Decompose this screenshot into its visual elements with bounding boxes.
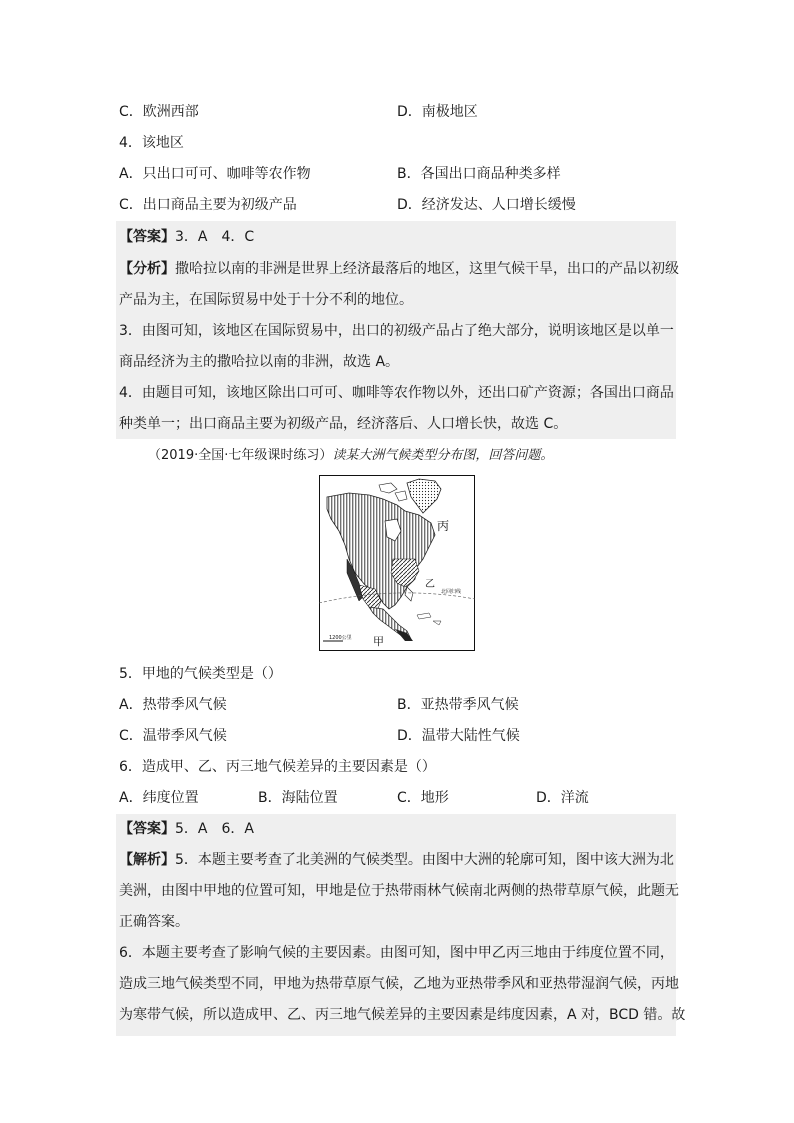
q4-option-b: B．各国出口商品种类多样 <box>397 166 561 182</box>
q4-option-d: D．经济发达、人口增长缓慢 <box>397 197 576 213</box>
analysis-text: 撒哈拉以南的非洲是世界上经济最落后的地区，这里气候干旱，出口的产品以初级 <box>175 261 679 277</box>
q6-stem: 6．造成甲、乙、丙三地气候差异的主要因素是（） <box>119 759 436 775</box>
analysis-3-line1: 3．由图可知，该地区在国际贸易中，出口的初级产品占了绝大部分，说明该地区是以单一 <box>119 323 674 339</box>
q4-stem: 4．该地区 <box>119 135 184 151</box>
question-source <box>148 447 553 465</box>
analysis-4-line2: 种类单一；出口商品主要为初级产品，经济落后、人口增长快，故选 C。 <box>119 416 568 432</box>
answer-label: 【答案】 <box>119 229 175 245</box>
q3-option-d: D．南极地区 <box>397 104 478 120</box>
source-text: 读某大洲气候类型分布图，回答问题。 <box>332 448 554 463</box>
answer-2 <box>119 819 254 839</box>
q4-option-c: C．出口商品主要为初级产品 <box>119 197 297 213</box>
answer-block-2 <box>116 814 676 1036</box>
analysis-text: 5．本题主要考查了北美洲的气候类型。由图中大洲的轮廓可知，图中该大洲为北 <box>175 852 674 868</box>
analysis-label: 【解析】 <box>119 852 175 868</box>
map-legend-tropic: 北回归线 <box>441 589 462 595</box>
analysis-4-line1: 4．由题目可知，该地区除出口可可、咖啡等农作物以外，还出口矿产资源；各国出口商品 <box>119 385 674 401</box>
analysis-5-line2: 美洲，由图中甲地的位置可知，甲地是位于热带雨林气候南北两侧的热带草原气候，此题无 <box>119 883 679 899</box>
q5-stem: 5．甲地的气候类型是（） <box>119 666 282 682</box>
answer-label: 【答案】 <box>119 821 175 837</box>
map-label-jia: 甲 <box>373 635 384 648</box>
analysis-3-line2: 商品经济为主的撒哈拉以南的非洲，故选 A。 <box>119 354 400 370</box>
analysis-label: 【分析】 <box>119 261 175 277</box>
analysis-5-line1 <box>119 850 674 870</box>
answer-1 <box>119 227 254 247</box>
north-america-climate-map <box>319 475 475 651</box>
q5-option-b: B．亚热带季风气候 <box>397 697 519 713</box>
analysis-5-line3: 正确答案。 <box>119 914 189 930</box>
analysis-6-line1: 6．本题主要考查了影响气候的主要因素。由图可知，图中甲乙丙三地由于纬度位置不同， <box>119 945 674 961</box>
analysis-6-line2: 造成三地气候类型不同，甲地为热带草原气候，乙地为亚热带季风和亚热带湿润气候，丙地 <box>119 976 679 992</box>
map-label-yi: 乙 <box>425 579 435 590</box>
map-scale-text: 1200公里 <box>329 635 352 641</box>
map-label-bing: 丙 <box>437 519 450 533</box>
answer-text: 3．A 4．C <box>175 229 255 245</box>
q3-option-c: C．欧洲西部 <box>119 104 199 120</box>
q5-option-a: A．热带季风气候 <box>119 697 227 713</box>
source-prefix: （2019·全国·七年级课时练习） <box>148 448 333 463</box>
q6-option-a: A．纬度位置 <box>119 790 199 806</box>
answer-text: 5．A 6．A <box>175 821 254 837</box>
q4-option-a: A．只出口可可、咖啡等农作物 <box>119 166 311 182</box>
q6-option-c: C．地形 <box>397 790 449 806</box>
analysis-6-line3: 为寒带气候，所以造成甲、乙、丙三地气候差异的主要因素是纬度因素，A 对，BCD 错。故 <box>119 1007 686 1023</box>
q6-option-b: B．海陆位置 <box>258 790 338 806</box>
analysis-1-line2: 产品为主，在国际贸易中处于十分不利的地位。 <box>119 292 413 308</box>
q5-option-d: D．温带大陆性气候 <box>397 728 520 744</box>
analysis-1 <box>119 259 679 279</box>
q6-option-d: D．洋流 <box>536 790 589 806</box>
q5-option-c: C．温带季风气候 <box>119 728 227 744</box>
